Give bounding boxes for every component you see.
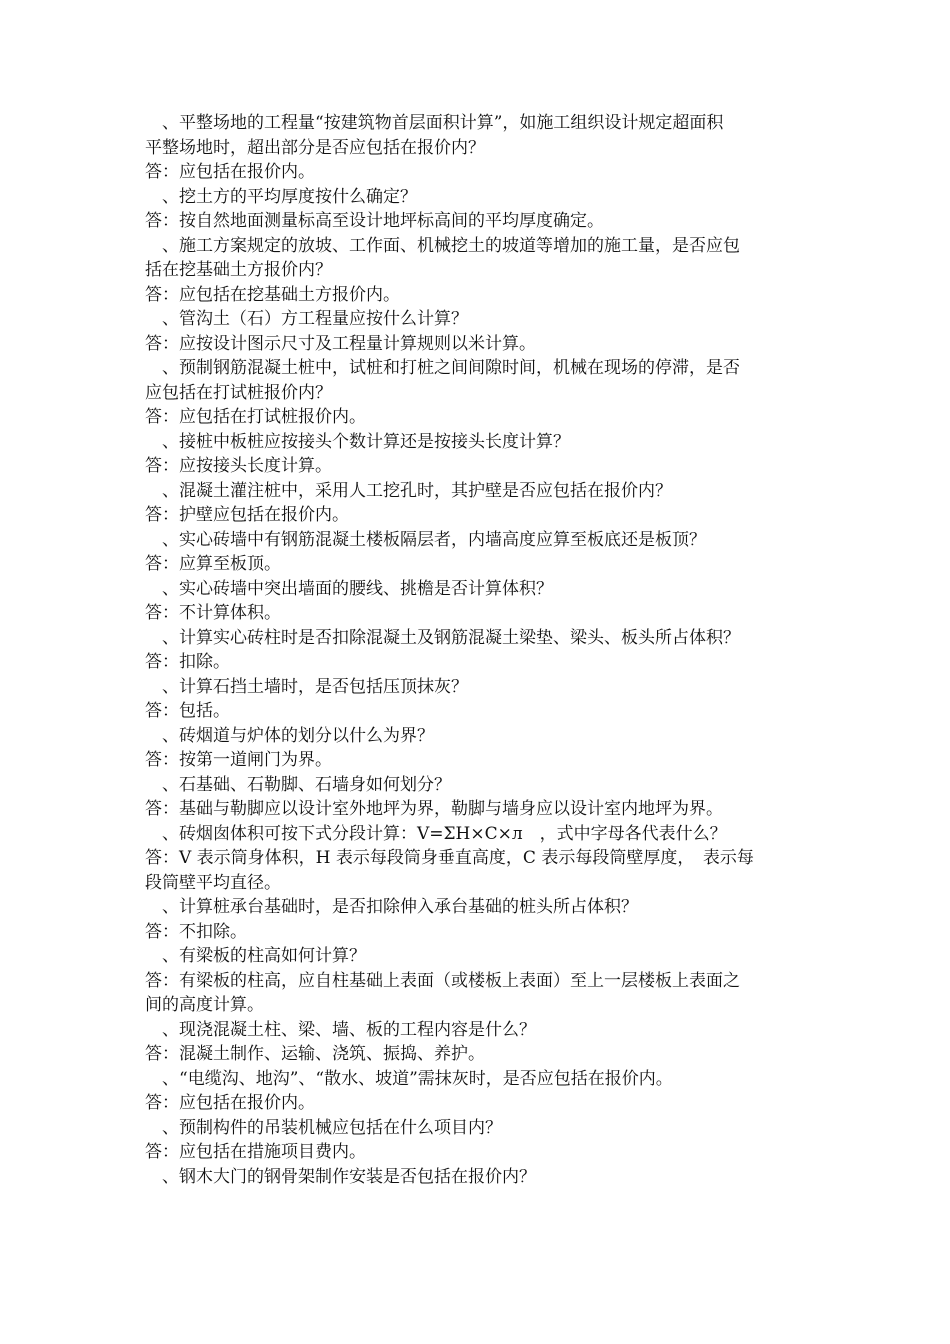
text-line: 答：应包括在措施项目费内。 xyxy=(145,1142,366,1162)
question-line: 、“电缆沟、地沟”、“散水、坡道”需抹灰时，是否应包括在报价内。 xyxy=(162,1068,673,1089)
question-line: 、有梁板的柱高如何计算？ xyxy=(162,946,366,966)
text-line: 答：不计算体积。 xyxy=(145,603,281,623)
question-line: 、平整场地的工程量“按建筑物首层面积计算”，如施工组织设计规定超面积 xyxy=(162,113,724,133)
question-line: 、预制钢筋混凝土桩中，试桩和打桩之间间隙时间，机械在现场的停滞，是否 xyxy=(162,358,740,378)
question-line: 、计算实心砖柱时是否扣除混凝土及钢筋混凝土梁垫、梁头、板头所占体积？ xyxy=(162,627,740,648)
text-line: 答：扣除。 xyxy=(145,652,230,672)
question-line: 、砖烟囱体积可按下式分段计算：V=ΣH×C×л ，式中字母各代表什么？ xyxy=(162,823,727,844)
text-line: 答：基础与勒脚应以设计室外地坪为界，勒脚与墙身应以设计室内地坪为界。 xyxy=(145,799,723,819)
question-line: 、管沟土（石）方工程量应按什么计算？ xyxy=(162,309,468,329)
text-line: 间的高度计算。 xyxy=(145,995,264,1015)
text-line: 应包括在打试桩报价内？ xyxy=(145,382,332,403)
question-line: 、实心砖墙中突出墙面的腰线、挑檐是否计算体积？ xyxy=(162,578,553,599)
text-line: 答：混凝土制作、运输、浇筑、振捣、养护。 xyxy=(145,1044,485,1064)
question-line: 、混凝土灌注桩中，采用人工挖孔时，其护壁是否应包括在报价内？ xyxy=(162,480,672,501)
document-body xyxy=(145,111,810,1189)
text-line: 答：护壁应包括在报价内。 xyxy=(145,505,349,525)
question-line: 、预制构件的吊装机械应包括在什么项目内？ xyxy=(162,1117,502,1138)
question-line: 、接桩中板桩应按接头个数计算还是按接头长度计算？ xyxy=(162,431,570,452)
question-line: 、石基础、石勒脚、石墙身如何划分？ xyxy=(162,774,451,795)
question-line: 、施工方案规定的放坡、工作面、机械挖土的坡道等增加的施工量，是否应包 xyxy=(162,235,740,256)
text-line: 答：应包括在报价内。 xyxy=(145,162,315,182)
text-line: 答：有梁板的柱高，应自柱基础上表面（或楼板上表面）至上一层楼板上表面之 xyxy=(145,970,740,991)
question-line: 、计算桩承台基础时，是否扣除伸入承台基础的桩头所占体积？ xyxy=(162,897,638,917)
question-line: 、实心砖墙中有钢筋混凝土楼板隔层者，内墙高度应算至板底还是板顶？ xyxy=(162,529,706,550)
question-line: 、钢木大门的钢骨架制作安装是否包括在报价内？ xyxy=(162,1166,536,1187)
text-line: 答：应按接头长度计算。 xyxy=(145,456,332,476)
text-line: 答：不扣除。 xyxy=(145,921,247,942)
text-line: 平整场地时，超出部分是否应包括在报价内？ xyxy=(145,137,485,158)
question-line: 、现浇混凝土柱、梁、墙、板的工程内容是什么？ xyxy=(162,1019,536,1040)
text-line: 答：应算至板顶。 xyxy=(145,554,281,574)
text-line: 答：包括。 xyxy=(145,701,230,721)
text-line: 答：应包括在打试桩报价内。 xyxy=(145,407,366,427)
text-line: 答：应按设计图示尺寸及工程量计算规则以米计算。 xyxy=(145,333,536,354)
question-line: 、计算石挡土墙时，是否包括压顶抹灰？ xyxy=(162,676,468,697)
question-line: 、挖土方的平均厚度按什么确定？ xyxy=(162,186,417,207)
text-line: 段筒壁平均直径。 xyxy=(145,872,281,893)
question-line: 、砖烟道与炉体的划分以什么为界？ xyxy=(162,725,434,746)
text-line: 答：V 表示筒身体积，H 表示每段筒身垂直高度，C 表示每段筒壁厚度， 表示每 xyxy=(145,848,754,868)
text-line: 括在挖基础土方报价内？ xyxy=(145,260,332,280)
text-line: 答：应包括在报价内。 xyxy=(145,1093,315,1113)
text-line: 答：应包括在挖基础土方报价内。 xyxy=(145,284,400,305)
text-line: 答：按第一道闸门为界。 xyxy=(145,750,332,770)
text-line: 答：按自然地面测量标高至设计地坪标高间的平均厚度确定。 xyxy=(145,211,604,231)
